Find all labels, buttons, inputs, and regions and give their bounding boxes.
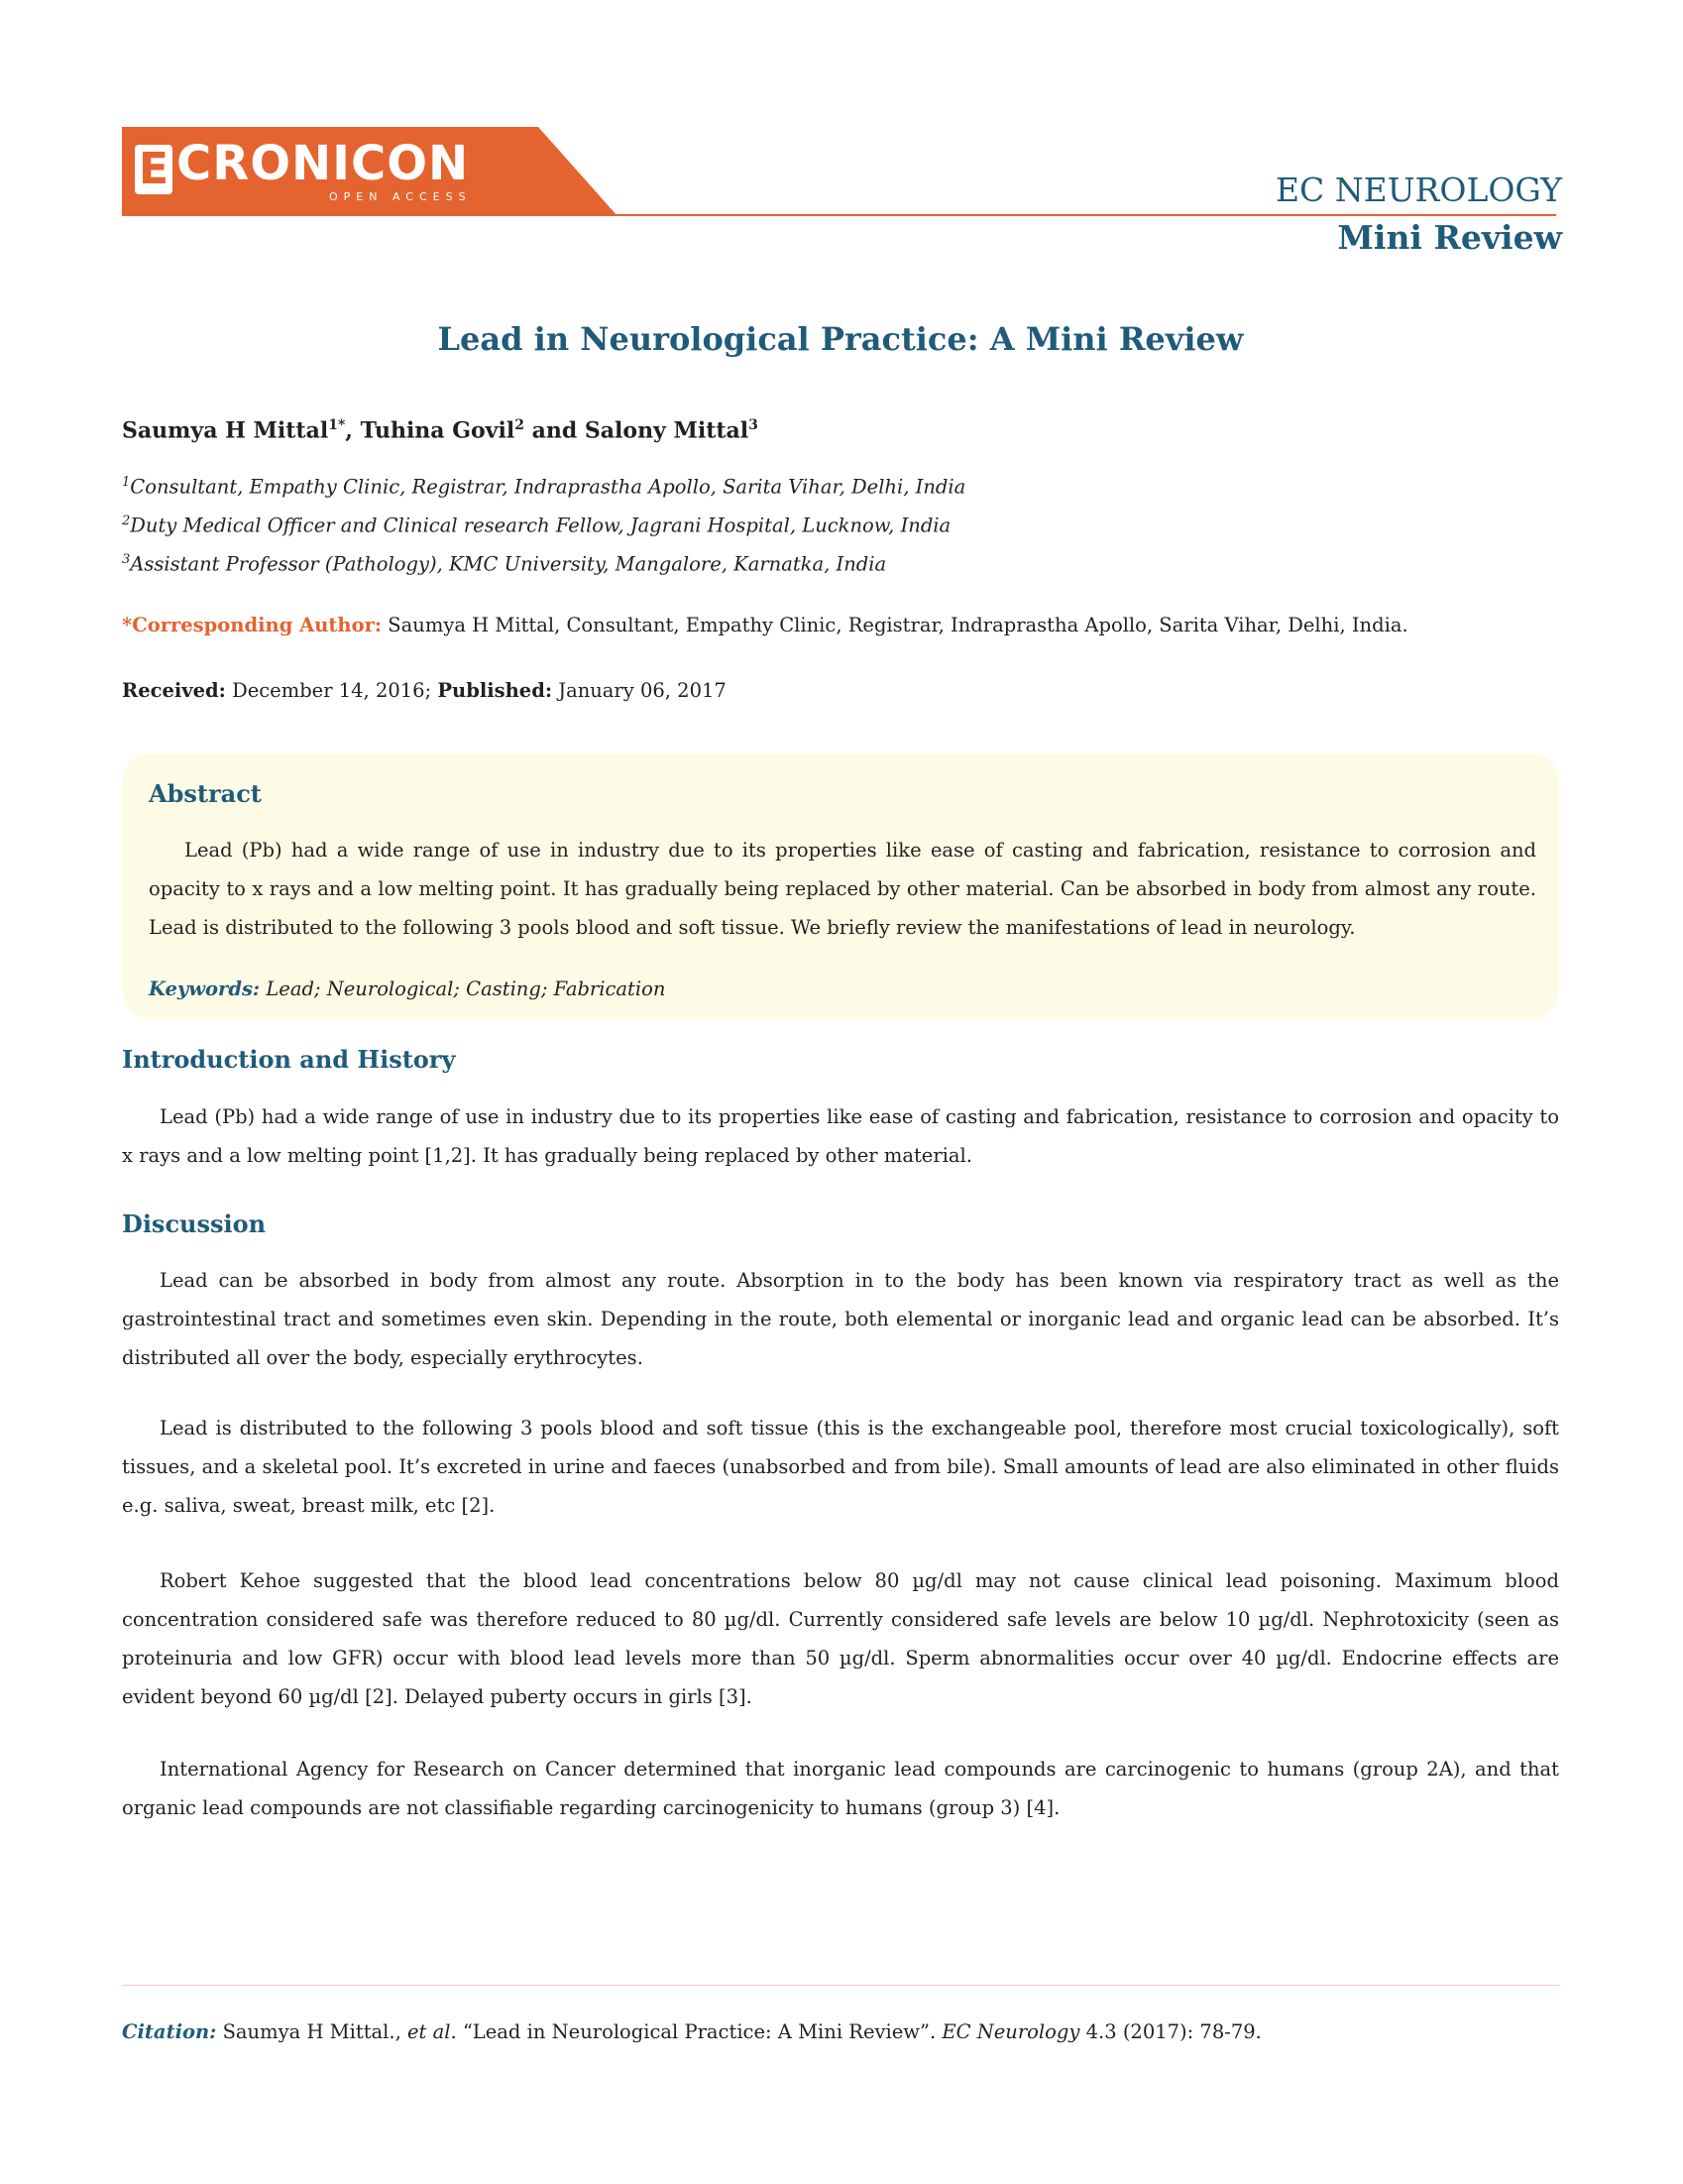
section-heading-discussion: Discussion <box>122 1209 267 1238</box>
citation <box>122 2018 1262 2046</box>
author-name: Saumya H Mittal <box>122 417 329 444</box>
affiliation-number: 2 <box>122 514 131 528</box>
publisher-logo-letter: E <box>138 144 169 194</box>
article-title: Lead in Neurological Practice: A Mini Review <box>437 320 1244 358</box>
citation-journal: EC Neurology <box>942 2020 1080 2043</box>
published-date: January 06, 2017 <box>552 679 727 702</box>
publication-dates <box>122 677 727 705</box>
affiliation-text: Duty Medical Officer and Clinical research Fellow, Jagrani Hospital, Lucknow, India <box>130 514 952 537</box>
abstract-heading: Abstract <box>149 779 262 808</box>
author-separator: , <box>345 417 361 444</box>
published-label: Published: <box>437 679 553 702</box>
paragraph: Robert Kehoe suggested that the blood lead concentrations below 80 µg/dl may not cause clinical lead poisoning. Maximum blood concentration considered safe was therefore reduced to 80 µg/dl. Currently considered safe levels are below 10 µg/dl. Nephrotoxicity (seen as proteinuria and low GFR) occur with blood lead levels more than 50 µg/dl. Sperm abnormalities occur over 40 µg/dl. Endocrine effects are evident beyond 60 µg/dl [2]. Delayed puberty occurs in girls [3]. <box>122 1569 1559 1708</box>
author-affiliation-mark: 1* <box>328 417 346 433</box>
corresponding-author-label: *Corresponding Author: <box>122 614 383 636</box>
received-date: December 14, 2016; <box>225 679 438 702</box>
header-divider <box>595 214 1556 216</box>
affiliation-number: 1 <box>122 475 131 490</box>
citation-etal: et al <box>407 2020 451 2043</box>
footer-divider <box>122 1985 1559 1986</box>
keywords-label: Keywords: <box>149 977 261 1000</box>
received-label: Received: <box>122 679 226 702</box>
citation-volume: 4.3 (2017): 78-79. <box>1079 2020 1262 2043</box>
author-separator: and <box>523 417 585 444</box>
keywords-list: Lead; Neurological; Casting; Fabrication <box>260 977 666 1000</box>
citation-label: Citation: <box>122 2020 217 2043</box>
paragraph: Lead is distributed to the following 3 pools blood and soft tissue (this is the exchangeable pool, therefore most crucial toxicologically), soft tissues, and a skeletal pool. It’s excreted in urine and faeces (unabsorbed and from bile). Small amounts of lead are also eliminated in other fluids e.g. saliva, sweat, breast milk, etc [2]. <box>122 1417 1559 1517</box>
citation-title: . “Lead in Neurological Practice: A Mini Review”. <box>450 2020 943 2043</box>
corresponding-author <box>122 612 1408 639</box>
journal-name: EC NEUROLOGY <box>1275 171 1562 209</box>
affiliation-text: Assistant Professor (Pathology), KMC University, Mangalore, Karnatka, India <box>130 552 887 576</box>
corresponding-author-text: Saumya H Mittal, Consultant, Empathy Clinic, Registrar, Indraprastha Apollo, Sarita Vihar, Delhi, India. <box>382 614 1408 636</box>
paragraph: Lead can be absorbed in body from almost any route. Absorption in to the body has been known via respiratory tract as well as the gastrointestinal tract and sometimes even skin. Depending in the route, both elemental or inorganic lead and organic lead can be absorbed. It’s distributed all over the body, especially erythrocytes. <box>122 1269 1559 1369</box>
author-name: Tuhina Govil <box>360 417 515 444</box>
affiliation <box>122 547 886 578</box>
keywords <box>149 976 665 1003</box>
publisher-logo-tagline: OPEN ACCESS <box>329 190 472 203</box>
paragraph: International Agency for Research on Cancer determined that inorganic lead compounds are carcinogenic to humans (group 2A), and that organic lead compounds are not classifiable regarding carcinogenicity to humans (group 3) [4]. <box>122 1758 1559 1819</box>
affiliation <box>122 470 965 501</box>
author-list <box>122 410 758 445</box>
affiliation-text: Consultant, Empathy Clinic, Registrar, Indraprastha Apollo, Sarita Vihar, Delhi, India <box>130 475 966 499</box>
author-affiliation-mark: 2 <box>514 417 524 433</box>
affiliation-number: 3 <box>122 552 131 567</box>
article-type: Mini Review <box>1337 218 1562 257</box>
abstract-text: Lead (Pb) had a wide range of use in industry due to its properties like ease of casting and fabrication, resistance to corrosion and opacity to x rays and a low melting point. It has gradually being replaced by other material. Can be absorbed in body from almost any route. Lead is distributed to the following 3 pools blood and soft tissue. We briefly review the manifestations of lead in neurology. <box>149 839 1536 939</box>
paragraph: Lead (Pb) had a wide range of use in industry due to its properties like ease of casting and fabrication, resistance to corrosion and opacity to x rays and a low melting point [1,2]. It has gradually being replaced by other material. <box>122 1105 1559 1167</box>
publisher-logo-name: CRONICON <box>176 136 470 191</box>
citation-authors: Saumya H Mittal., <box>216 2020 407 2043</box>
section-heading-introduction: Introduction and History <box>122 1045 456 1074</box>
author-affiliation-mark: 3 <box>748 417 758 433</box>
author-name: Salony Mittal <box>584 417 749 444</box>
affiliation <box>122 509 951 539</box>
